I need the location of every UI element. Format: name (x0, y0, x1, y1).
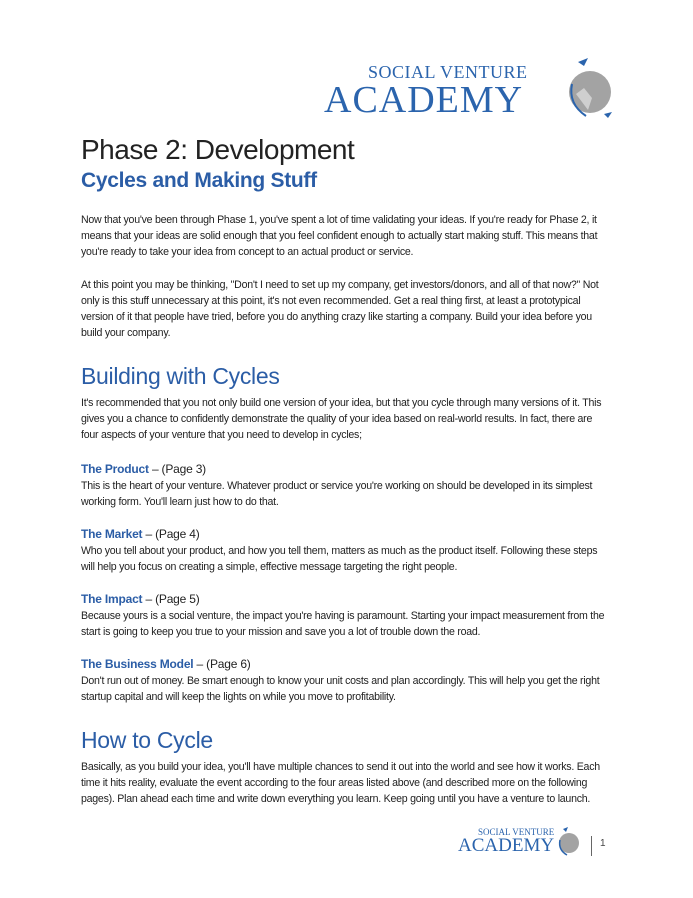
section-text-market: Who you tell about your product, and how you tell them, matters as much as the product itself. Following these steps will help you focus on creating a simple, effective message targeting the right people. (81, 545, 598, 573)
page-number: 1 (600, 838, 606, 849)
cycle-paragraph: Basically, as you build your idea, you'll have multiple chances to send it out into the world and see how it works. Each time it hits reality, evaluate the event according to the four areas listed above (and described more on the following pages). Plan ahead each time and write down everything you learn. Keep going until you have a venture to launch. (81, 761, 600, 805)
section-text-product: This is the heart of your venture. Whatever product or service you're working on should be developed in its simplest working form. You'll learn just how to do that. (81, 480, 593, 508)
logo-line1: SOCIAL VENTURE (368, 62, 528, 82)
page-subtitle: Cycles and Making Stuff (81, 169, 317, 192)
footer-logo-line1: SOCIAL VENTURE (478, 827, 555, 837)
building-paragraph: It's recommended that you not only build one version of your idea, but that you cycle through many versions of it. This gives you a chance to confidently demonstrate the quality of your idea based on real-world results. In fact, there are four aspects of your venture that you need to develop in cycles; (81, 397, 602, 441)
page-title: Phase 2: Development (81, 134, 355, 165)
footer (458, 826, 618, 860)
section-text-impact: Because yours is a social venture, the impact you're having is paramount. Starting your impact measurement from the start is going to keep you true to your mission and save you a lot of trouble down the road. (81, 610, 605, 638)
section-title-impact: The Impact – (Page 5) (81, 592, 200, 606)
footer-logo-line2: ACADEMY (458, 835, 555, 856)
logo-line2: ACADEMY (324, 79, 524, 121)
footer-divider (591, 836, 592, 856)
section-title-business-model: The Business Model – (Page 6) (81, 657, 251, 671)
globe-icon (554, 826, 582, 858)
section-title-market: The Market – (Page 4) (81, 527, 200, 541)
section-title-product: The Product – (Page 3) (81, 462, 206, 476)
intro-paragraph: Now that you've been through Phase 1, you've spent a lot of time validating your ideas. If you're ready for Phase 2, it means that your ideas are solid enough that you feel confident enough to actually start making stuff. This means that you're ready to take your idea from concept to an actual product or service. (81, 214, 598, 258)
globe-icon (558, 54, 620, 124)
section-text-business-model: Don't run out of money. Be smart enough to know your unit costs and plan accordingly. This will help you get the right startup capital and will keep the lights on while you move to profitability. (81, 675, 600, 703)
section-heading-building: Building with Cycles (81, 363, 280, 389)
intro-paragraph: At this point you may be thinking, "Don't I need to set up my company, get investors/donors, and all of that now?" Not only is this stuff unnecessary at this point, it's not even recommended. Get a real thing first, at least a prototypical version of it that people have tried, before you do anything crazy like starting a company. Build your idea before you build your company. (81, 279, 599, 339)
section-heading-cycle: How to Cycle (81, 727, 213, 753)
logo (322, 52, 622, 124)
page-content (81, 132, 611, 824)
